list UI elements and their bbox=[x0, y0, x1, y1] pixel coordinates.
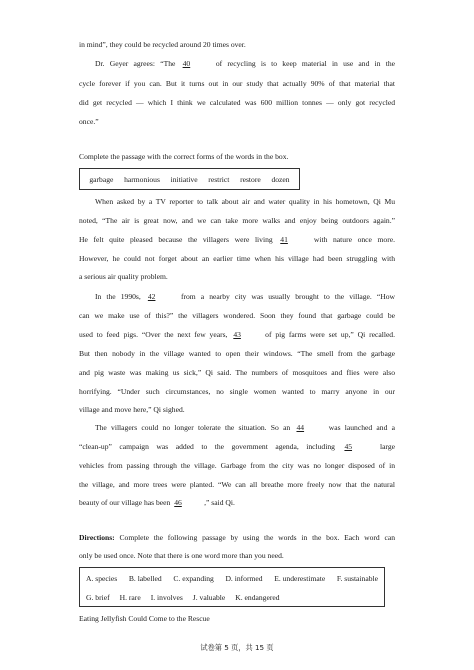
text-span: The villagers could no longer tolerate the situation. So an bbox=[95, 423, 291, 432]
text-span: large bbox=[379, 442, 395, 451]
blank-43: 43 bbox=[233, 330, 241, 339]
blank-46: 46 bbox=[174, 498, 182, 507]
text-line: vehicles from passing through the village. Garbage from the city was no longer disposed of in bbox=[79, 461, 395, 470]
passage-title: Eating Jellyfish Could Come to the Rescue bbox=[79, 614, 210, 623]
text-line bbox=[95, 59, 395, 69]
text-line: noted, “The air is great now, and we can take more walks and enjoy being outdoors again.” bbox=[79, 216, 395, 225]
text-span: beauty of our village has been bbox=[79, 498, 171, 507]
text-line bbox=[79, 442, 395, 452]
text-line bbox=[79, 498, 395, 508]
text-span: Dr. Geyer agrees: “The bbox=[95, 59, 176, 68]
text-span: from a nearby city was usually brought to the village. “How bbox=[180, 292, 396, 301]
text-span: was launched and a bbox=[328, 423, 395, 432]
text-line: and pig waste was making us sick,” Qi said. The numbers of mosquitoes and flies were also bbox=[79, 368, 395, 377]
text-line: When asked by a TV reporter to talk about air and water quality in his hometown, Qi Mu bbox=[95, 197, 395, 206]
text-line: village and move here,” Qi sighed. bbox=[79, 405, 185, 414]
text-line: a serious air quality problem. bbox=[79, 272, 168, 281]
text-line: once.” bbox=[79, 117, 99, 126]
word-option: I. involves bbox=[150, 593, 183, 602]
text-line: in mind”, they could be recycled around 20 times over. bbox=[79, 40, 246, 49]
word-option: G. brief bbox=[86, 593, 110, 602]
word-bank-box bbox=[79, 567, 385, 607]
text-line: But then nobody in the village wanted to open their windows. “The smell from the garbage bbox=[79, 349, 395, 358]
text-span: of pig farms were set up,” Qi recalled. bbox=[265, 330, 396, 339]
word-option: B. labelled bbox=[128, 574, 162, 583]
word-option: dozen bbox=[271, 174, 290, 184]
text-line: However, he could not forget about an earlier time when his village had been struggling with bbox=[79, 254, 395, 263]
text-line: can we make use of this?” the villagers wondered. Soon they found that garbage could be bbox=[79, 311, 395, 320]
word-option: restrict bbox=[208, 174, 230, 184]
word-option: A. species bbox=[86, 574, 118, 583]
text-span: He felt quite pleased because the villagers were living bbox=[79, 235, 273, 244]
word-bank-row bbox=[86, 593, 378, 602]
word-option: D. informed bbox=[225, 574, 263, 583]
text-line bbox=[95, 423, 395, 433]
text-line: cycle forever if you can. But it turns out in our study that actually 90% of that material that bbox=[79, 79, 395, 88]
text-span: Complete the following passage by using the words in the box. Each word can bbox=[119, 533, 395, 542]
word-box bbox=[79, 168, 300, 190]
text-line: the village, and more trees were planted. “We can all breathe more freely now that the natural bbox=[79, 480, 395, 489]
text-line: did get recycled — which I think we calculated was 600 million tonnes — only got recycled bbox=[79, 98, 395, 107]
blank-41: 41 bbox=[280, 235, 288, 244]
text-span: of recycling is to keep material in use and in the bbox=[215, 59, 396, 68]
page-footer: 试卷第 5 页，共 15 页 bbox=[200, 643, 274, 652]
directions-line bbox=[79, 533, 395, 543]
text-line bbox=[95, 292, 395, 302]
blank-42: 42 bbox=[147, 292, 156, 301]
word-option: E. underestimate bbox=[274, 574, 326, 583]
text-line bbox=[79, 235, 395, 245]
blank-45: 45 bbox=[344, 442, 353, 451]
word-option: K. endangered bbox=[235, 593, 280, 602]
word-option: initiative bbox=[170, 174, 198, 184]
text-line: horrifying. “Under such circumstances, no single women wanted to marry anyone in our bbox=[79, 387, 395, 396]
section-instruction: Complete the passage with the correct forms of the words in the box. bbox=[79, 152, 289, 161]
word-option: H. rare bbox=[119, 593, 141, 602]
text-span: In the 1990s, bbox=[95, 292, 141, 301]
word-option: J. valuable bbox=[192, 593, 226, 602]
text-span: ,” said Qi. bbox=[204, 498, 235, 507]
blank-44: 44 bbox=[296, 423, 305, 432]
word-option: restore bbox=[240, 174, 261, 184]
word-bank-row bbox=[86, 574, 378, 583]
word-option: F. sustainable bbox=[336, 574, 378, 583]
text-line: only be used once. Note that there is one word more than you need. bbox=[79, 551, 284, 560]
text-span: with nature once more. bbox=[313, 235, 396, 244]
text-span: “clean-up” campaign was added to the government agenda, including bbox=[79, 442, 335, 451]
word-option: garbage bbox=[89, 174, 114, 184]
text-span: used to feed pigs. “Over the next few years, bbox=[79, 330, 228, 339]
text-line bbox=[79, 330, 395, 340]
word-option: harmonious bbox=[124, 174, 160, 184]
word-option: C. expanding bbox=[173, 574, 214, 583]
directions-label: Directions: bbox=[79, 533, 115, 542]
blank-40: 40 bbox=[182, 59, 191, 68]
